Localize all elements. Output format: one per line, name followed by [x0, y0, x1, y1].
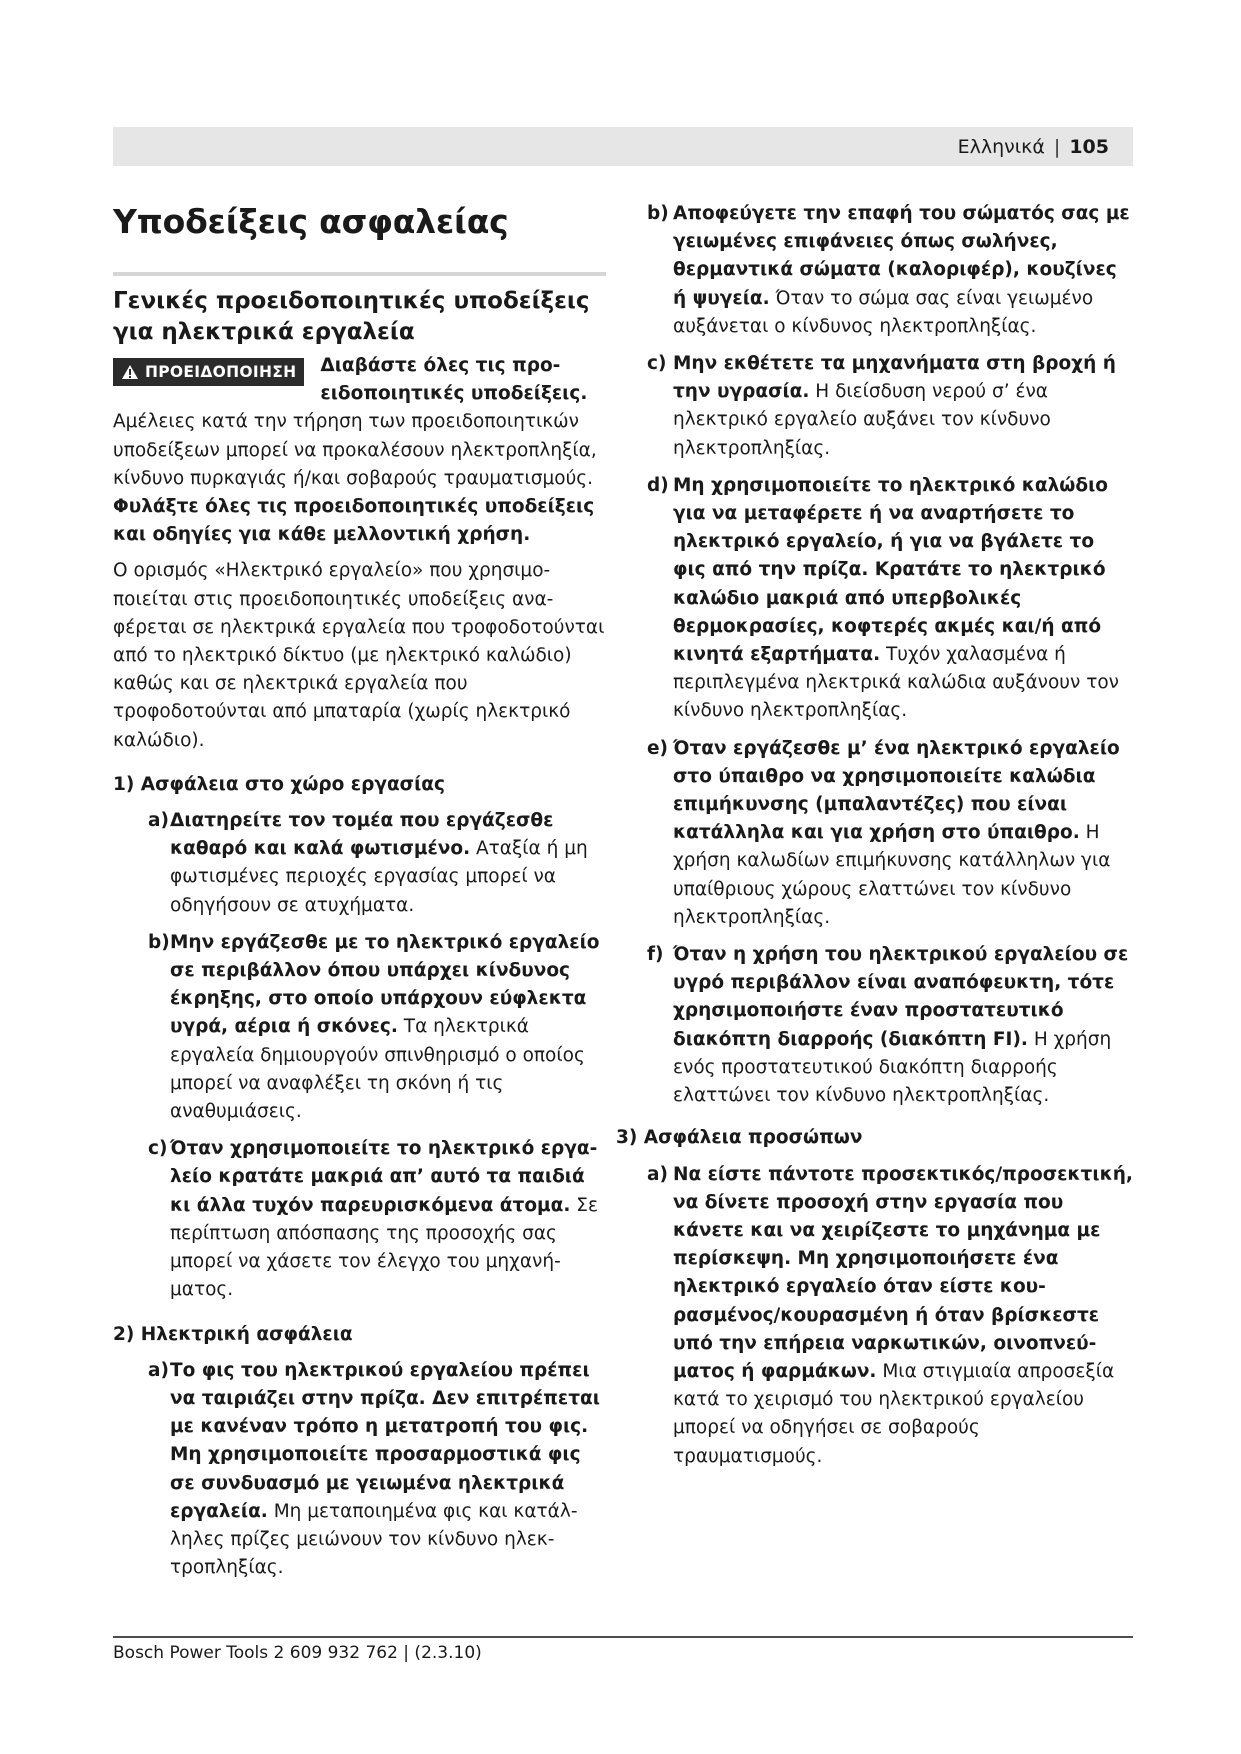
item-letter: b): [148, 931, 170, 953]
list-item: [647, 200, 1133, 341]
item-letter: a): [148, 1359, 169, 1381]
warning-label-text: ΠΡΟΕΙΔΟΠΟΙΗΣΗ: [145, 363, 297, 381]
item-bold-text: Μην εργάζεσθε με το ηλεκτρικό εργαλείο σε περιβάλλον όπου υπάρχει κίνδυνος έκρηξης, στο οποίο υπάρχουν εύφλεκτα υγρά, αέρια ή σκόνες.: [170, 931, 600, 1038]
item-bold-text: Μην εκθέτετε τα μηχανήματα στη βροχή ή την υγρασία.: [673, 353, 1116, 403]
page-header: [113, 127, 1133, 166]
right-column: [616, 200, 1133, 1480]
page-footer: Bosch Power Tools 2 609 932 762 | (2.3.10): [113, 1643, 482, 1663]
item-text: Η χρήση ενός προστατευτικού διακόπτη διαρροής ελαττώνει τον κίνδυνο ηλεκτροπληξίας.: [673, 1028, 1112, 1107]
header-separator: |: [1053, 135, 1061, 158]
item-bold-text: Όταν εργάζεσθε μ’ ένα ηλεκτρικό εργαλείο στο ύπαιθρο να χρησιμοποιείτε καλώδια επιμήκυνσης (μπαλαντέζες) που είναι κατάλληλα και για χρήση στο ύπαιθρο.: [673, 737, 1120, 844]
keep-instructions: Φυλάξτε όλες τις προειδοποιητικές υποδείξεις και οδηγίες για κάθε μελλοντική χρήση.: [113, 496, 595, 546]
item-bold-text: Όταν χρησιμοποιείτε το ηλεκτρικό εργαλείο κρατάτε μακριά απ’ αυτό τα παιδιά κι άλλα τυχόν παρευρισκόμενα άτομα.: [170, 1138, 598, 1216]
item-bold-text: Όταν η χρήση του ηλεκτρικού εργαλείου σε υγρό περιβάλλον είναι αναπόφευκτη, τότε χρησιμοποιήστε έναν προστατευτικό διακόπτη διαρροής (διακόπτη FI).: [673, 944, 1129, 1050]
item-letter: a): [148, 810, 169, 832]
list-item: [113, 1135, 606, 1304]
item-letter: a): [647, 1163, 668, 1185]
section-2-heading: 2) Ηλεκτρική ασφάλεια: [113, 1323, 353, 1345]
item-text: Αταξία ή μη φωτισμένες περιοχές εργασίας μπορεί να οδηγήσουν σε ατυχήματα.: [170, 838, 588, 916]
item-text: Η διείσδυση νερού σ’ ένα ηλεκτρικό εργαλείο αυξάνει τον κίνδυνο ηλεκτροπληξίας.: [673, 381, 1051, 459]
list-item: [647, 472, 1133, 726]
header-language: Ελληνικά: [957, 135, 1045, 158]
item-text: Τα ηλεκτρικά εργαλεία δημιουργούν σπινθηρισμό ο οποίος μπορεί να αναφλέξει τη σκόνη ή τις αναθυμιάσεις.: [170, 1016, 585, 1123]
item-letter: c): [148, 1138, 168, 1160]
warning-bold-text: Διαβάστε όλες τις προειδοποιητικές υποδείξεις.: [320, 355, 588, 405]
warning-triangle-icon: [121, 364, 139, 380]
list-item: [113, 807, 606, 920]
item-letter: b): [647, 203, 669, 224]
section-1-heading: 1) Ασφάλεια στο χώρο εργασίας: [113, 773, 445, 795]
item-text: Η χρήση καλωδίων επιμήκυνσης κατάλληλων για υπαίθριους χώρους ελαττώνει τον κίνδυνο ηλεκτροπληξίας.: [673, 822, 1111, 928]
item-bold-text: Να είστε πάντοτε προσεκτικός/προσεκτική, να δίνετε προσοχή στην εργασία που κάνετε και να χειρίζεστε το μηχάνημα με περίσκεψη. Μη χρησιμοποιήσετε ένα ηλεκτρικό εργαλείο όταν είστε κουρασμένος/κουρασμένη ή όταν βρίσκεστε υπό την επήρεια ναρκωτικών, οινοπνεύματος ή φαρμάκων.: [673, 1163, 1133, 1382]
page-number: 105: [1069, 135, 1109, 158]
page-title: Υποδείξεις ασφαλείας: [113, 202, 509, 241]
list-item: [647, 1161, 1133, 1471]
footer-divider: [113, 1636, 1133, 1638]
left-column: [113, 200, 606, 1591]
warning-label: [113, 358, 304, 386]
item-letter: d): [647, 474, 669, 496]
item-bold-text: Το φις του ηλεκτρικού εργαλείου πρέπει να ταιριάζει στην πρίζα. Δεν επιτρέπεται με κανέναν τρόπο η μετατροπή του φις. Μη χρησιμοποιείτε προσαρμοστικά φις σε συνδυασμό με γειωμένα ηλεκτρικά εργαλεία.: [170, 1359, 600, 1522]
item-text: Μια στιγμιαία απροσεξία κατά το χειρισμό του ηλεκτρικού εργαλείου μπορεί να οδηγήσει σε σοβαρούς τραυματισμούς.: [673, 1360, 1115, 1467]
item-text: Μη μεταποιημένα φις και κατάλληλες πρίζες μειώνουν τον κίνδυνο ηλεκτροπληξίας.: [170, 1500, 578, 1579]
item-text: Τυχόν χαλασμένα ή περιπλεγμένα ηλεκτρικά καλώδια αυξάνουν τον κίνδυνο ηλεκτροπληξίας.: [673, 644, 1120, 722]
item-bold-text: Διατηρείτε τον τομέα που εργάζεσθε καθαρό και καλά φωτισμένο.: [170, 810, 554, 860]
section-heading: Γενικές προειδοποιητικές υποδείξεις για ηλεκτρικά εργαλεία: [113, 288, 590, 345]
section-3-heading: 3) Ασφάλεια προσώπων: [616, 1127, 863, 1149]
item-letter: f): [647, 944, 664, 966]
list-item: [647, 735, 1133, 932]
item-letter: c): [647, 353, 667, 375]
list-item: [113, 929, 606, 1126]
item-letter: e): [647, 737, 669, 759]
section-divider: [113, 272, 606, 276]
list-item: [647, 350, 1133, 463]
definition-paragraph: Ο ορισμός «Ηλεκτρικό εργαλείο» που χρησιμοποιείται στις προειδοποιητικές υποδείξεις αναφέρεται σε ηλεκτρικά εργαλεία που τροφοδοτούνται από το ηλεκτρικό δίκτυο (με ηλεκτρικό καλώδιο) καθώς και σε ηλεκτρικά εργαλεία που τροφοδοτούνται από μπαταρία (χωρίς ηλεκτρικό καλώδιο).: [113, 560, 605, 751]
item-bold-text: Αποφεύγετε την επαφή του σώματός σας με γειωμένες επιφάνειες όπως σωλήνες, θερμαντικά σώματα (καλοριφέρ), κουζίνες ή ψυγεία.: [673, 203, 1130, 309]
item-text: Σε περίπτωση απόσπασης της προσοχής σας μπορεί να χάσετε τον έλεγχο του μηχανήματος.: [170, 1194, 598, 1301]
warning-block: [113, 352, 606, 493]
list-item: [113, 1357, 606, 1583]
list-item: [647, 941, 1133, 1110]
item-text: Όταν το σώμα σας είναι γειωμένο αυξάνεται ο κίνδυνος ηλεκτροπληξίας.: [673, 287, 1094, 337]
item-bold-text: Μη χρησιμοποιείτε το ηλεκτρικό καλώδιο για να μεταφέρετε ή να αναρτήσετε το ηλεκτρικό εργαλείο, ή για να βγάλετε το φις από την πρίζα. Κρατάτε το ηλεκτρικό καλώδιο μακριά από υπερβολικές θερμοκρασίες, κοφτερές ακμές και/ή από κινητά εξαρτήματα.: [673, 474, 1109, 666]
warning-body-text: Αμέλειες κατά την τήρηση των προειδοποιητικών υποδείξεων μπορεί να προκαλέσουν ηλεκτροπληξία, κίνδυνο πυρκαγιάς ή/και σοβαρούς τραυματισμούς.: [113, 411, 597, 489]
